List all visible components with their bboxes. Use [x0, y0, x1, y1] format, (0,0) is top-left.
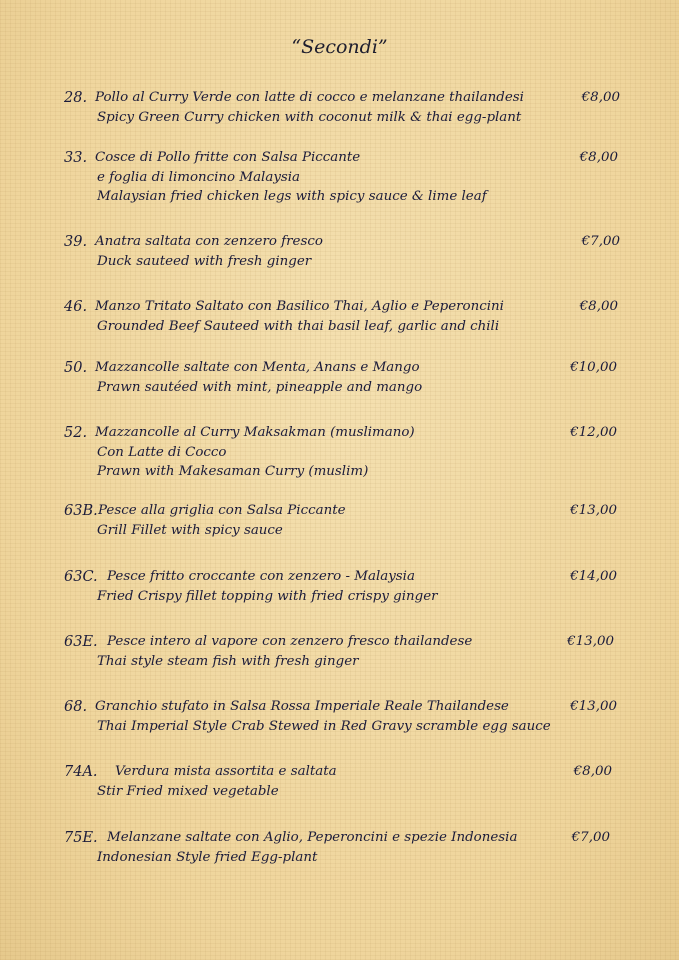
item-number: 63E. [64, 634, 98, 650]
item-description: Thai style steam fish with fresh ginger [97, 654, 359, 669]
item-heading [64, 232, 634, 252]
item-number: 28. [64, 90, 88, 106]
item-price: €8,00 [579, 299, 618, 314]
menu-item [64, 148, 634, 206]
item-description: Con Latte di Cocco [97, 445, 227, 460]
item-price: €13,00 [567, 634, 614, 649]
item-name-italian: Pollo al Curry Verde con latte di cocco e melanzane thailandesi [95, 90, 524, 105]
item-price: €7,00 [571, 830, 610, 845]
item-name-italian: Verdura mista assortita e saltata [115, 764, 337, 779]
menu-item [64, 232, 634, 271]
item-heading [64, 828, 634, 848]
menu-item [64, 423, 634, 481]
item-name-italian: Granchio stufato in Salsa Rossa Imperiale Reale Thailandese [95, 699, 509, 714]
item-description: Prawn sautéed with mint, pineapple and mango [97, 380, 423, 395]
item-heading [64, 358, 634, 378]
menu-item [64, 632, 634, 671]
item-heading [64, 632, 634, 652]
item-price: €12,00 [570, 425, 617, 440]
menu-item [64, 88, 634, 127]
item-number: 50. [64, 360, 88, 376]
item-number: 46. [64, 299, 88, 315]
item-heading [64, 148, 634, 168]
item-name-italian: Mazzancolle al Curry Maksakman (muslimano) [95, 425, 415, 440]
item-name-italian: Cosce di Pollo fritte con Salsa Piccante [95, 150, 361, 165]
item-description: Prawn with Makesaman Curry (muslim) [97, 464, 369, 479]
item-name-italian: Anatra saltata con zenzero fresco [95, 234, 323, 249]
item-description: e foglia di limoncino Malaysia [97, 170, 301, 185]
item-description: Duck sauteed with fresh ginger [97, 254, 312, 269]
item-number: 63C. [64, 569, 98, 585]
item-heading [64, 697, 634, 717]
item-name-italian: Melanzane saltate con Aglio, Peperoncini e spezie Indonesia [107, 830, 518, 845]
item-heading [64, 423, 634, 443]
item-price: €8,00 [573, 764, 612, 779]
item-number: 52. [64, 425, 88, 441]
item-price: €14,00 [570, 569, 617, 584]
item-description: Indonesian Style fried Egg-plant [97, 850, 318, 865]
item-price: €8,00 [579, 150, 618, 165]
item-number: 39. [64, 234, 88, 250]
menu-item [64, 762, 634, 801]
item-price: €7,00 [581, 234, 620, 249]
item-heading [64, 297, 634, 317]
menu-item [64, 828, 634, 867]
item-number: 75E. [64, 830, 98, 846]
item-name-italian: Pesce fritto croccante con zenzero - Malaysia [107, 569, 415, 584]
item-number: 63B. [64, 503, 98, 519]
item-number: 74A. [64, 764, 98, 780]
item-name-italian: Pesce intero al vapore con zenzero fresco thailandese [107, 634, 473, 649]
item-description: Malaysian fried chicken legs with spicy sauce & lime leaf [97, 189, 487, 204]
item-description: Fried Crispy fillet topping with fried crispy ginger [97, 589, 438, 604]
page-title: “Secondi” [291, 36, 388, 58]
item-heading [64, 762, 634, 782]
item-heading [64, 567, 634, 587]
item-description: Grounded Beef Sauteed with thai basil leaf, garlic and chili [97, 319, 500, 334]
item-price: €8,00 [581, 90, 620, 105]
menu-item [64, 567, 634, 606]
menu-item [64, 501, 634, 540]
item-heading [64, 501, 634, 521]
item-price: €13,00 [570, 503, 617, 518]
menu-item [64, 697, 634, 736]
item-number: 33. [64, 150, 88, 166]
item-price: €10,00 [570, 360, 617, 375]
item-name-italian: Manzo Tritato Saltato con Basilico Thai, Aglio e Peperoncini [95, 299, 504, 314]
menu-item [64, 297, 634, 336]
item-description: Spicy Green Curry chicken with coconut milk & thai egg-plant [97, 110, 522, 125]
item-description: Thai Imperial Style Crab Stewed in Red Gravy scramble egg sauce [97, 719, 551, 734]
item-description: Stir Fried mixed vegetable [97, 784, 279, 799]
menu-item [64, 358, 634, 397]
item-number: 68. [64, 699, 88, 715]
item-price: €13,00 [570, 699, 617, 714]
item-heading [64, 88, 634, 108]
item-name-italian: Mazzancolle saltate con Menta, Anans e Mango [95, 360, 420, 375]
item-description: Grill Fillet with spicy sauce [97, 523, 283, 538]
item-name-italian: Pesce alla griglia con Salsa Piccante [98, 503, 346, 518]
